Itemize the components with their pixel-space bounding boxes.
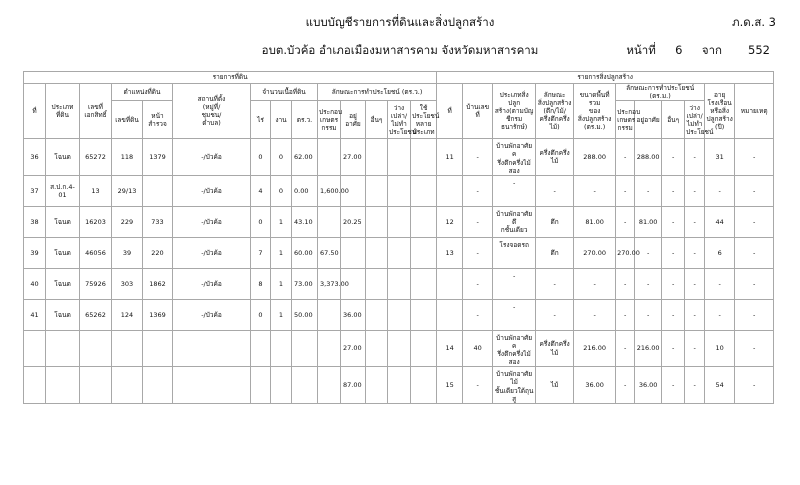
row-no [24,367,46,404]
row-age: - [705,299,735,330]
row-age: 6 [705,237,735,268]
col-land-use-group: ลักษณะการทำประโยชน์ (ตร.ว.) [318,84,437,101]
row-building-agri: - [616,299,635,330]
col-building-agri: ประกอบ เกษตร กรรม [616,101,635,139]
row-parcel-no: 118 [112,139,143,176]
row-building-other: - [662,299,685,330]
row-house-no: - [463,268,493,299]
row-no: 40 [24,268,46,299]
row-building-size: 288.00 [574,139,616,176]
row-doc-type: โฉนด [46,139,80,176]
col-land-agri: ประกอบ เกษตร กรรม [318,101,341,139]
row-parcel-no: 124 [112,299,143,330]
row-ngan: 0 [271,139,292,176]
row-sqwa: 0.00 [292,175,318,206]
row-house-no: - [463,299,493,330]
row-survey-page: 1369 [143,299,173,330]
row-building-size: - [574,268,616,299]
row-note: - [735,330,774,367]
row-building-type: บ้านพักอาศัยค รึ่งตึกครึ่งไม้สอง [493,330,536,367]
row-land-vacant [388,175,411,206]
row-note: - [735,139,774,176]
row-land-other [366,299,388,330]
row-building-no: 14 [437,330,463,367]
row-land-other [366,139,388,176]
row-no: 41 [24,299,46,330]
row-land-agri [318,299,341,330]
table-row [24,330,774,367]
row-house-no: 40 [463,330,493,367]
row-land-mixed [411,330,437,367]
row-building-vacant: - [685,237,705,268]
row-land-vacant [388,299,411,330]
row-rai [251,330,271,367]
row-building-size: 36.00 [574,367,616,404]
row-note: - [735,367,774,404]
page-label: หน้าที่ [626,43,656,57]
row-ngan [271,330,292,367]
row-building-other: - [662,268,685,299]
row-ngan: 1 [271,268,292,299]
col-building-no: ที่ [437,84,463,139]
row-parcel-no: 229 [112,206,143,237]
row-doc-no: 46056 [80,237,112,268]
row-land-res: 87.00 [341,367,366,404]
row-building-res: 36.00 [635,367,662,404]
row-building-res: 288.00 [635,139,662,176]
col-parcel-no: เลขที่ดิน [112,101,143,139]
row-building-type: - [493,175,536,206]
row-building-other: - [662,330,685,367]
row-parcel-no: 303 [112,268,143,299]
col-land-mixed: ใช้ประโยชน์ หลาย ประเภท [411,101,437,139]
row-land-agri [318,139,341,176]
row-rai: 7 [251,237,271,268]
row-building-vacant: - [685,268,705,299]
row-age: 31 [705,139,735,176]
col-area-group: จำนวนเนื้อที่ดิน [251,84,318,101]
row-survey-page: 1862 [143,268,173,299]
row-ngan: 0 [271,175,292,206]
row-place: -/บัวค้อ [173,175,251,206]
row-building-other: - [662,237,685,268]
row-land-mixed [411,367,437,404]
row-land-other [366,330,388,367]
row-ngan: 1 [271,299,292,330]
form-subtitle: อบต.บัวค้อ อำเภอเมืองมหาสารคาม จังหวัดมหาสารคาม [261,43,539,57]
row-house-no: - [463,206,493,237]
row-survey-page [143,330,173,367]
row-place: -/บัวค้อ [173,268,251,299]
row-building-vacant: - [685,330,705,367]
row-land-other [366,206,388,237]
row-building-vacant: - [685,175,705,206]
row-doc-type: ส.ป.ก.4-01 [46,175,80,206]
row-building-vacant: - [685,139,705,176]
row-doc-type: โฉนด [46,268,80,299]
row-land-res: 20.25 [341,206,366,237]
row-doc-no: 65262 [80,299,112,330]
row-doc-type [46,367,80,404]
table-row [24,367,774,404]
row-building-agri: - [616,268,635,299]
col-land-other: อื่นๆ [366,101,388,139]
col-sqwa: ตร.ว. [292,101,318,139]
row-land-agri [318,206,341,237]
land-section-header: รายการที่ดิน [24,72,437,84]
row-age: 10 [705,330,735,367]
row-no: 39 [24,237,46,268]
col-note: หมายเหตุ [735,84,774,139]
row-building-character: - [536,175,574,206]
col-building-character: ลักษณะ สิ่งปลูกสร้าง (ตึก/ไม้/ ครึ่งตึกครึ่งไม้) [536,84,574,139]
of-label: จาก [701,43,722,57]
row-building-type: - [493,299,536,330]
row-doc-no [80,367,112,404]
row-building-vacant: - [685,299,705,330]
row-sqwa: 62.00 [292,139,318,176]
row-house-no: - [463,139,493,176]
row-land-res [341,237,366,268]
row-doc-type: โฉนด [46,206,80,237]
row-sqwa: 50.00 [292,299,318,330]
row-building-size: 270.00 [574,237,616,268]
row-no: 38 [24,206,46,237]
row-building-size: 81.00 [574,206,616,237]
row-sqwa: 43.10 [292,206,318,237]
row-building-agri: - [616,175,635,206]
row-building-other: - [662,175,685,206]
col-location-group: ตำแหน่งที่ดิน [112,84,173,101]
row-survey-page: 220 [143,237,173,268]
col-land-vacant: ว่างเปล่า/ ไม่ทำ ประโยชน์ [388,101,411,139]
row-doc-no: 13 [80,175,112,206]
row-land-mixed [411,268,437,299]
row-building-no: 11 [437,139,463,176]
row-survey-page: 1379 [143,139,173,176]
row-building-type: บ้านพักอาศัยค รึ่งตึกครึ่งไม้สอง [493,139,536,176]
form-code: ภ.ด.ส. 3 [731,15,776,29]
row-rai: 4 [251,175,271,206]
row-age: 54 [705,367,735,404]
row-note: - [735,175,774,206]
row-sqwa [292,330,318,367]
row-building-agri: - [616,139,635,176]
row-building-type: บ้านพักอาศัยไม้ ชั้นเดียวใต้ถุนสู [493,367,536,404]
row-building-no [437,175,463,206]
row-building-agri: - [616,206,635,237]
row-parcel-no [112,367,143,404]
row-land-agri [318,367,341,404]
row-land-mixed [411,299,437,330]
row-building-res: - [635,299,662,330]
row-building-character: ครึ่งตึกครึ่งไม้ [536,330,574,367]
row-note: - [735,237,774,268]
col-house-no: บ้านเลขที่ [463,84,493,139]
land-building-register-table [23,71,774,404]
row-doc-type: โฉนด [46,299,80,330]
row-land-res: 27.00 [341,139,366,176]
row-land-vacant [388,237,411,268]
row-building-other: - [662,367,685,404]
row-building-agri: - [616,367,635,404]
col-doc-type: ประเภท ที่ดิน [46,84,80,139]
col-age: อายุ โรงเรือน หรือสิ่ง ปลูกสร้าง (ปี) [705,84,735,139]
row-place: -/บัวค้อ [173,139,251,176]
row-sqwa: 73.00 [292,268,318,299]
row-building-character: ไม้ [536,367,574,404]
row-building-other: - [662,206,685,237]
row-building-size: - [574,175,616,206]
col-building-res: อยู่อาศัย [635,101,662,139]
row-rai: 0 [251,139,271,176]
row-age: - [705,175,735,206]
row-land-vacant [388,367,411,404]
row-rai: 0 [251,206,271,237]
row-building-vacant: - [685,206,705,237]
row-building-type: - [493,268,536,299]
row-land-agri: 1,600.00 [318,175,341,206]
row-doc-type: โฉนด [46,237,80,268]
row-age: 44 [705,206,735,237]
row-land-vacant [388,330,411,367]
row-building-character: ตึก [536,206,574,237]
table-row [24,206,774,237]
row-ngan: 1 [271,206,292,237]
row-building-res: - [635,175,662,206]
row-note: - [735,206,774,237]
row-building-no: 15 [437,367,463,404]
total-pages: 552 [748,43,770,57]
row-building-agri: - [616,330,635,367]
row-survey-page [143,175,173,206]
row-building-other: - [662,139,685,176]
page-indicator [626,42,770,60]
row-no: 37 [24,175,46,206]
table-row [24,299,774,330]
row-rai: 8 [251,268,271,299]
row-rai [251,367,271,404]
row-building-no [437,268,463,299]
row-parcel-no: 39 [112,237,143,268]
table-row [24,268,774,299]
row-rai: 0 [251,299,271,330]
row-land-other [366,268,388,299]
row-building-res: - [635,268,662,299]
row-house-no: - [463,237,493,268]
col-survey-page: หน้า สำรวจ [143,101,173,139]
col-ngan: งาน [271,101,292,139]
table-row [24,237,774,268]
col-building-use-group: ลักษณะการทำประโยชน์ (ตร.ม.) [616,84,705,101]
row-building-type: บ้านพักอาศัยตึ กชั้นเดียว [493,206,536,237]
row-land-vacant [388,206,411,237]
row-building-character: - [536,268,574,299]
row-land-res: 27.00 [341,330,366,367]
row-building-size: 216.00 [574,330,616,367]
row-building-character: ครึ่งตึกครึ่งไม้ [536,139,574,176]
row-note: - [735,268,774,299]
row-place [173,330,251,367]
row-no: 36 [24,139,46,176]
row-building-no [437,299,463,330]
row-note: - [735,299,774,330]
row-land-vacant [388,268,411,299]
row-land-mixed [411,206,437,237]
row-land-agri [318,330,341,367]
row-land-mixed [411,139,437,176]
row-age: - [705,268,735,299]
row-ngan: 1 [271,237,292,268]
col-doc-no: เลขที่ เอกสิทธิ์ [80,84,112,139]
row-parcel-no [112,330,143,367]
row-ngan [271,367,292,404]
row-land-mixed [411,237,437,268]
col-building-vacant: ว่างเปล่า/ ไม่ทำ ประโยชน์ [685,101,705,139]
col-land-res: อยู่อาศัย [341,101,366,139]
form-title: แบบบัญชีรายการที่ดินและสิ่งปลูกสร้าง [305,15,495,29]
row-doc-no: 75926 [80,268,112,299]
row-land-agri: 67.50 [318,237,341,268]
col-building-size: ขนาดพื้นที่รวม ของ สิ่งปลูกสร้าง (ตร.ม.) [574,84,616,139]
row-doc-no: 65272 [80,139,112,176]
row-doc-type [46,330,80,367]
row-land-agri: 3,373.00 [318,268,341,299]
row-land-other [366,367,388,404]
table-row [24,139,774,176]
table-row [24,175,774,206]
row-building-no: 12 [437,206,463,237]
row-place: -/บัวค้อ [173,299,251,330]
col-rai: ไร่ [251,101,271,139]
col-no: ที่ [24,84,46,139]
row-land-res: 36.00 [341,299,366,330]
row-building-type: โรงจอดรถ [493,237,536,268]
row-building-res: 216.00 [635,330,662,367]
row-building-size: - [574,299,616,330]
row-building-no: 13 [437,237,463,268]
row-land-vacant [388,139,411,176]
row-sqwa: 60.00 [292,237,318,268]
col-building-type: ประเภทสิ่งปลูก สร้าง(ตามบัญ ชีกรมธนารักษ์) [493,84,536,139]
row-sqwa [292,367,318,404]
row-land-other [366,175,388,206]
row-building-res: - [635,237,662,268]
row-building-agri: 270.00 [616,237,635,268]
row-place: -/บัวค้อ [173,237,251,268]
row-building-character: ตึก [536,237,574,268]
row-parcel-no: 29/13 [112,175,143,206]
col-building-other: อื่นๆ [662,101,685,139]
row-doc-no [80,330,112,367]
building-section-header: รายการสิ่งปลูกสร้าง [437,72,774,84]
row-building-character: - [536,299,574,330]
row-place [173,367,251,404]
row-building-vacant: - [685,367,705,404]
row-no [24,330,46,367]
row-house-no: - [463,175,493,206]
row-building-res: 81.00 [635,206,662,237]
row-house-no: - [463,367,493,404]
row-survey-page [143,367,173,404]
col-place: สถานที่ตั้ง (หมู่ที่/ ชุมชน/ ตำบล) [173,84,251,139]
row-land-mixed [411,175,437,206]
row-survey-page: 733 [143,206,173,237]
page-number: 6 [675,43,683,57]
row-land-other [366,237,388,268]
row-doc-no: 16203 [80,206,112,237]
row-place: -/บัวค้อ [173,206,251,237]
